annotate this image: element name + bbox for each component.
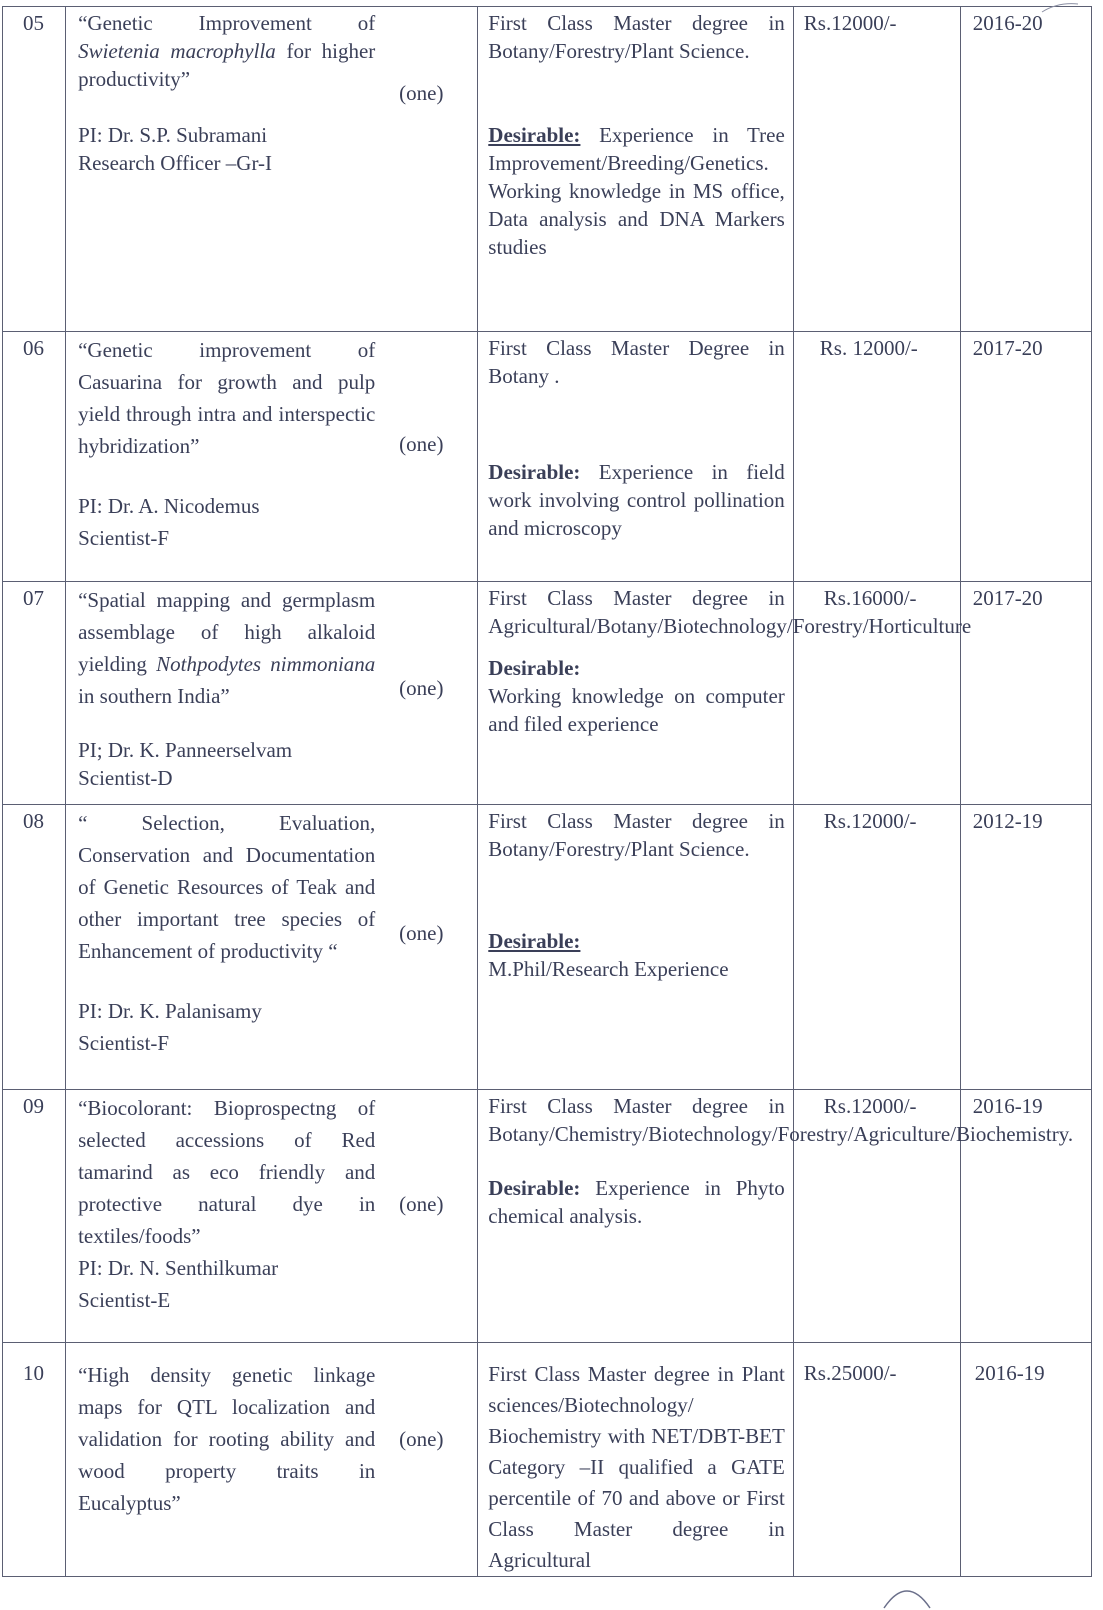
- duration: 2016-19: [960, 1343, 1091, 1577]
- position-count: (one): [399, 432, 444, 456]
- desirable-qualification: Desirable: Working knowledge on computer and filed experience: [488, 656, 785, 736]
- qualification-cell: [478, 7, 794, 332]
- desirable-qualification: Desirable: Experience in Tree Improvement/Breeding/Genetics. Working knowledge in MS office, Data analysis and DNA Markers studies: [488, 123, 785, 259]
- essential-qualification: First Class Master degree in Botany/Chemistry/Biotechnology/Forestry/Agriculture/Biochemistry.: [488, 1094, 1074, 1146]
- desirable-qualification: Desirable: Experience in Phyto chemical analysis.: [488, 1176, 785, 1228]
- essential-qualification: First Class Master degree in Plant sciences/Biotechnology/ Biochemistry with NET/DBT-BET Category –II qualified a GATE percentile of 70 and above or First Class Master degree in Agricultural: [488, 1362, 785, 1572]
- serial-number: 06: [3, 332, 66, 582]
- project-cell: [66, 805, 478, 1090]
- project-cell: [66, 332, 478, 582]
- table-row: [3, 332, 1092, 582]
- principal-investigator: PI; Dr. K. Panneerselvam Scientist-D: [78, 738, 293, 790]
- salary: Rs.16000/-: [793, 582, 960, 805]
- project-title: “ Selection, Evaluation, Conservation and Documentation of Genetic Resources of Teak and other important tree species of Enhancement of productivity “: [78, 811, 376, 963]
- serial-number: 10: [3, 1343, 66, 1577]
- principal-investigator: PI: Dr. K. Palanisamy Scientist-F: [78, 999, 262, 1055]
- principal-investigator: PI: Dr. S.P. Subramani Research Officer –Gr-I: [78, 123, 273, 175]
- table-row: [3, 7, 1092, 332]
- position-count: (one): [399, 921, 444, 945]
- duration: 2017-20: [960, 582, 1091, 805]
- pen-mark-icon: [1040, 0, 1080, 14]
- duration: 2016-19: [960, 1090, 1091, 1343]
- qualification-cell: [478, 1343, 794, 1577]
- serial-number: 07: [3, 582, 66, 805]
- project-cell: [66, 1090, 478, 1343]
- essential-qualification: First Class Master degree in Botany/Forestry/Plant Science.: [488, 11, 785, 63]
- duration: 2012-19: [960, 805, 1091, 1090]
- position-count: (one): [399, 1427, 444, 1451]
- salary: Rs.25000/-: [793, 1343, 960, 1577]
- duration: 2016-20: [960, 7, 1091, 332]
- project-title: “Biocolorant: Bioprospectng of selected accessions of Red tamarind as eco friendly and protective natural dye in textiles/foods”: [78, 1096, 376, 1248]
- project-title: “Genetic improvement of Casuarina for growth and pulp yield through intra and interspectic hybridization”: [78, 338, 376, 458]
- positions-table: [2, 6, 1092, 1577]
- serial-number: 05: [3, 7, 66, 332]
- table-row: [3, 805, 1092, 1090]
- desirable-qualification: Desirable: M.Phil/Research Experience: [488, 929, 729, 981]
- duration: 2017-20: [960, 332, 1091, 582]
- project-title: “Spatial mapping and germplasm assemblage of high alkaloid yielding Nothpodytes nimmoniana in southern India”: [78, 588, 376, 708]
- salary: Rs.12000/-: [793, 1090, 960, 1343]
- salary: Rs. 12000/-: [793, 332, 960, 582]
- position-count: (one): [399, 676, 444, 700]
- stamp-edge-icon: [880, 1580, 934, 1610]
- project-cell: [66, 582, 478, 805]
- serial-number: 08: [3, 805, 66, 1090]
- salary: Rs.12000/-: [793, 805, 960, 1090]
- essential-qualification: First Class Master degree in Agricultural/Botany/Biotechnology/Forestry/Horticulture: [488, 586, 972, 638]
- project-cell: [66, 1343, 478, 1577]
- salary: Rs.12000/-: [793, 7, 960, 332]
- serial-number: 09: [3, 1090, 66, 1343]
- project-cell: [66, 7, 478, 332]
- table-row: [3, 1343, 1092, 1577]
- principal-investigator: PI: Dr. A. Nicodemus Scientist-F: [78, 494, 260, 550]
- project-title: “High density genetic linkage maps for QTL localization and validation for rooting ability and wood property traits in Eucalyptus”: [78, 1363, 376, 1515]
- essential-qualification: First Class Master Degree in Botany .: [488, 336, 785, 388]
- table-row: [3, 1090, 1092, 1343]
- qualification-cell: [478, 332, 794, 582]
- position-count: (one): [399, 1192, 444, 1216]
- position-count: (one): [399, 81, 444, 105]
- qualification-cell: [478, 805, 794, 1090]
- principal-investigator: PI: Dr. N. Senthilkumar Scientist-E: [78, 1256, 279, 1312]
- essential-qualification: First Class Master degree in Botany/Forestry/Plant Science.: [488, 809, 785, 861]
- table-row: [3, 582, 1092, 805]
- desirable-qualification: Desirable: Experience in field work involving control pollination and microscopy: [488, 460, 785, 540]
- project-title: “Genetic Improvement of Swietenia macrophylla for higher productivity”: [78, 11, 376, 91]
